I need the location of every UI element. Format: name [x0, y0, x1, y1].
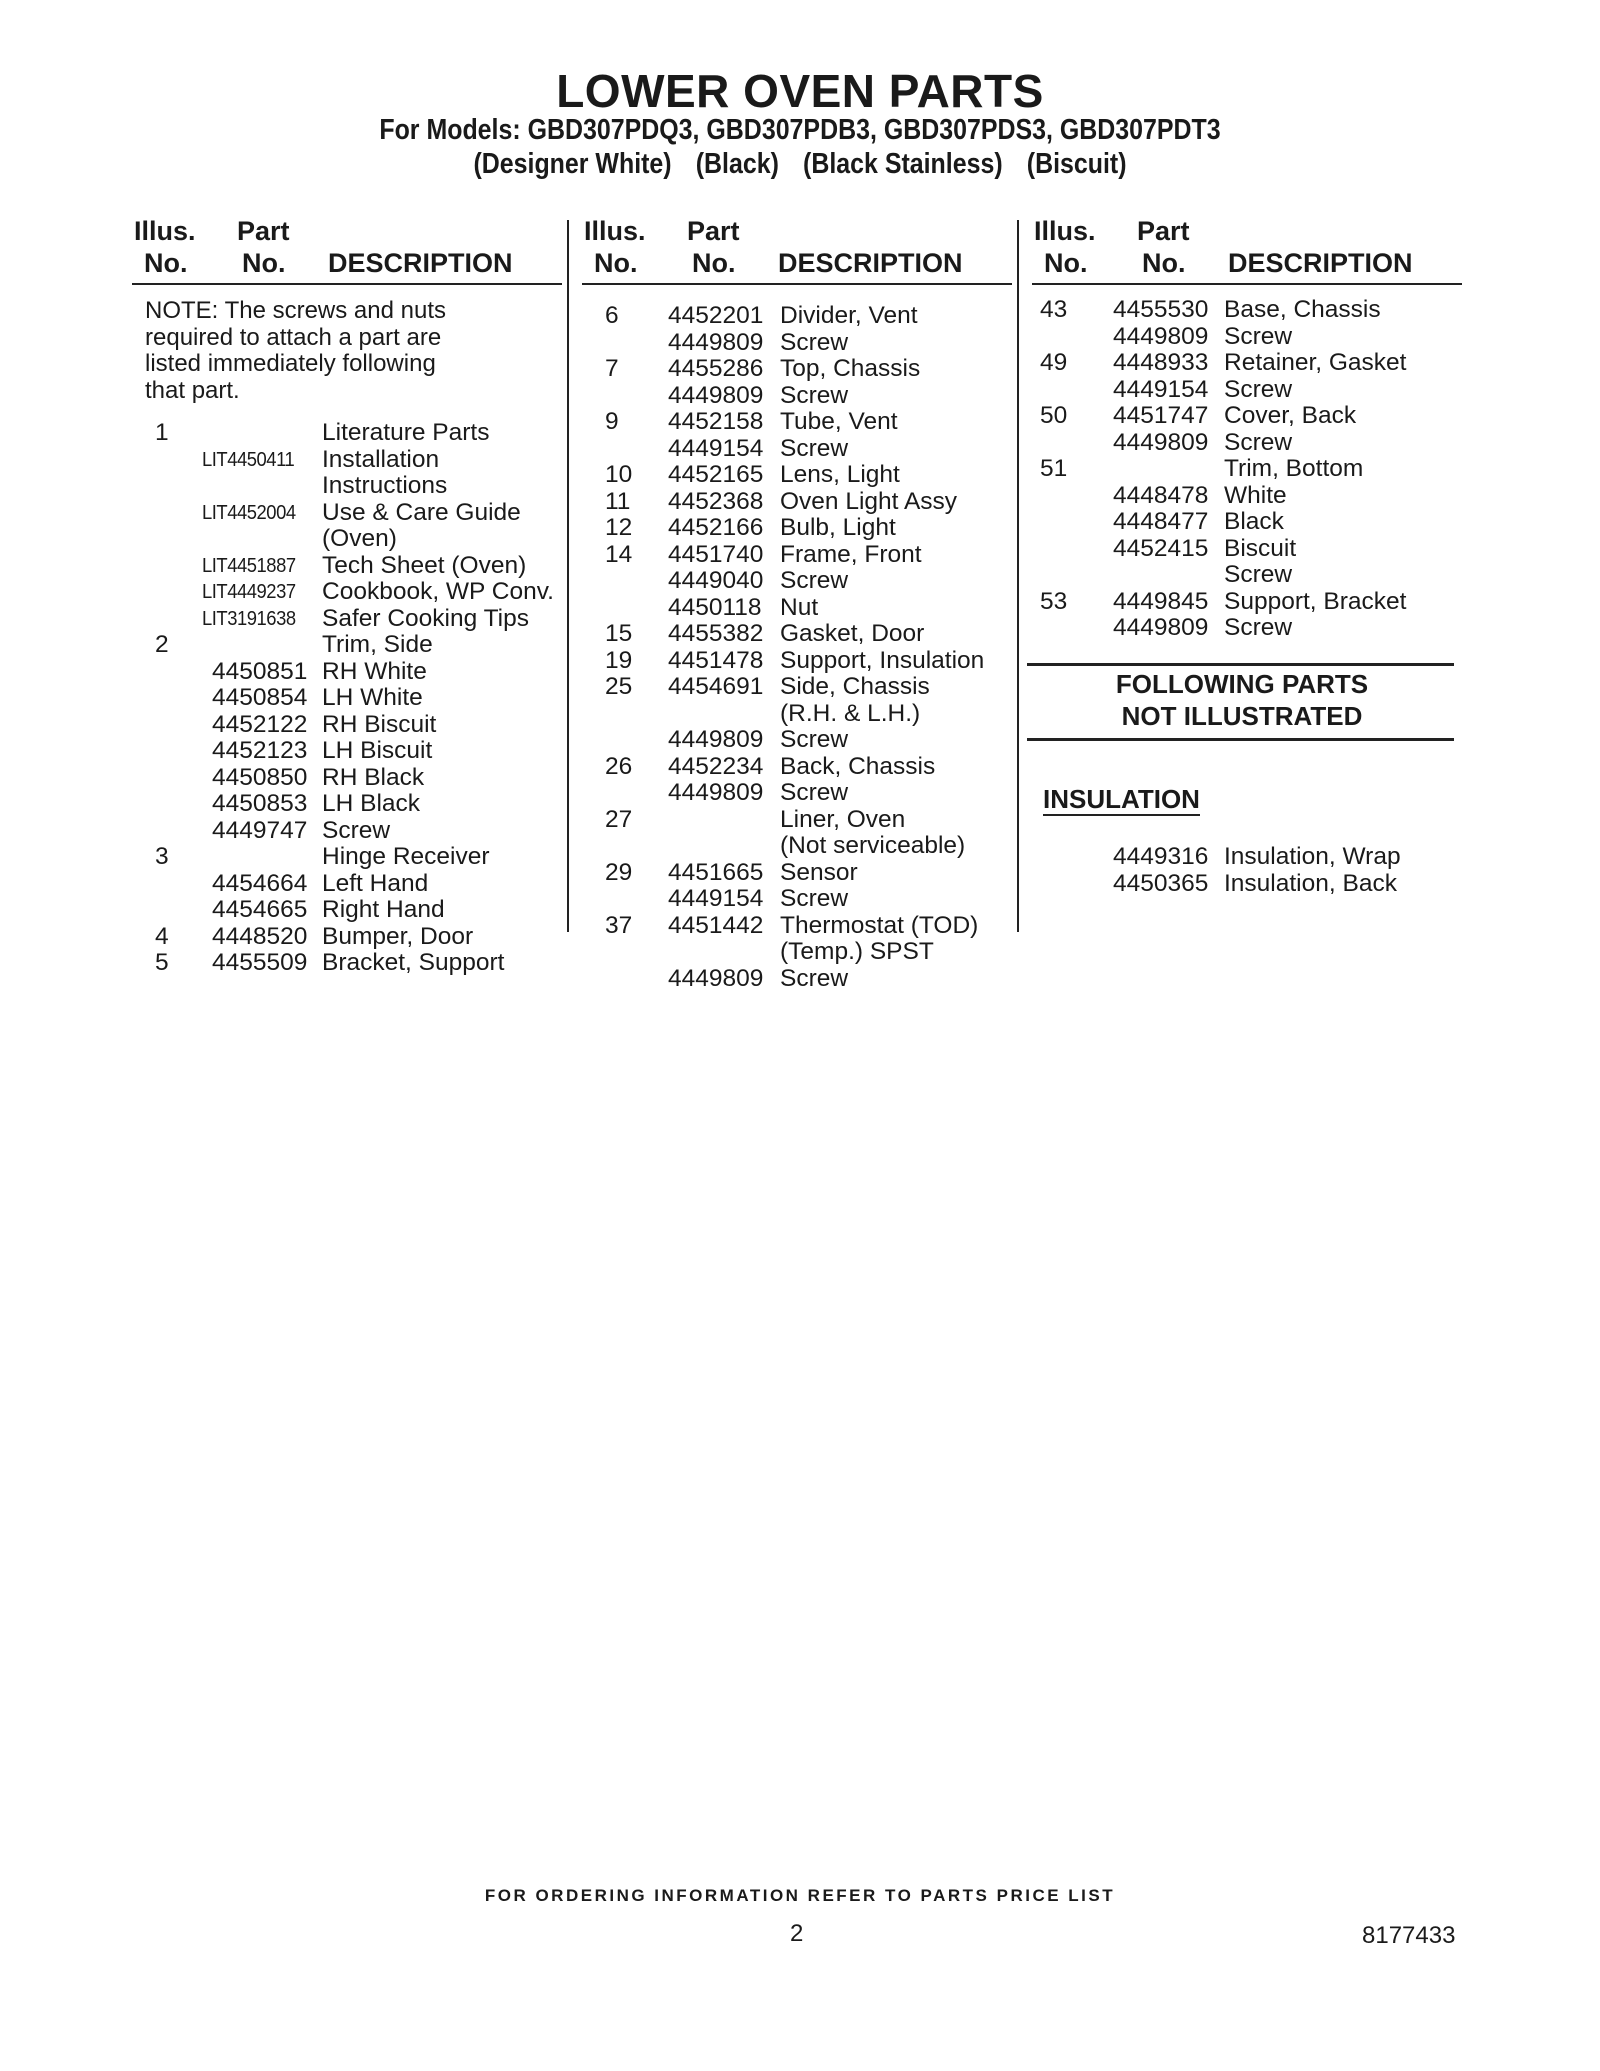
color-variants [112, 148, 1488, 181]
part-description: White [1224, 481, 1287, 509]
part-description: Divider, Vent [780, 302, 918, 329]
insulation-heading: INSULATION [1043, 784, 1200, 814]
part-number: LIT4450411 [202, 448, 295, 471]
part-description: Back, Chassis [780, 752, 936, 780]
part-number: 4452166 [668, 514, 764, 541]
part-number: 4451665 [668, 858, 764, 886]
page-number: 2 [790, 1920, 804, 1947]
part-number: 4452368 [668, 487, 764, 515]
part-label: Part [237, 216, 290, 246]
part-number: 4449809 [668, 726, 764, 753]
illus-number: 1 [155, 419, 169, 446]
part-description: Sensor [780, 858, 858, 886]
part-description: Screw [780, 726, 849, 753]
illus-no-label: No. [1044, 248, 1088, 278]
part-description: Retainer, Gasket [1224, 349, 1407, 376]
part-description: Literature Parts [322, 419, 490, 446]
illus-label: Illus. [584, 216, 646, 246]
part-description: RH White [322, 657, 427, 685]
part-no-label: No. [1142, 248, 1186, 278]
part-description: Screw [1224, 561, 1293, 588]
part-description: Gasket, Door [780, 620, 925, 647]
column-header [582, 215, 1012, 285]
part-description: RH Biscuit [322, 710, 437, 738]
part-number: LIT3191638 [202, 607, 296, 630]
part-number: 4450853 [212, 790, 308, 817]
part-number: 4454664 [212, 869, 308, 897]
part-description: Hinge Receiver [322, 843, 490, 870]
part-description: Bumper, Door [322, 922, 474, 950]
part-description: Trim, Side [322, 631, 433, 658]
part-number: 4450118 [668, 593, 762, 621]
part-label: Part [1137, 216, 1190, 246]
part-number: 4449845 [1113, 587, 1209, 615]
part-description: Screw [1224, 322, 1293, 350]
part-number: 4452123 [212, 737, 308, 764]
description-label: DESCRIPTION [328, 248, 513, 278]
part-description: Liner, Oven [780, 805, 906, 833]
page-title: LOWER OVEN PARTS [556, 65, 1044, 117]
part-description: Instructions [322, 472, 448, 499]
illus-label: Illus. [1034, 216, 1096, 246]
description-label: DESCRIPTION [778, 248, 963, 278]
part-number: 4448520 [212, 922, 308, 950]
column-divider [1017, 220, 1019, 932]
part-description: Bracket, Support [322, 949, 505, 976]
illus-number: 5 [155, 949, 169, 976]
part-number: 4449154 [668, 434, 764, 462]
column-header [132, 215, 562, 285]
part-description: Screw [780, 885, 849, 912]
part-number: 4449809 [668, 779, 764, 806]
part-number: 4455509 [212, 949, 308, 976]
column-divider [567, 220, 569, 932]
part-number: 4451442 [668, 911, 764, 939]
part-description: Side, Chassis [780, 673, 930, 700]
part-description: Screw [780, 328, 849, 356]
part-number: 4449747 [212, 816, 308, 844]
part-description: Screw [780, 434, 849, 462]
illus-number: 14 [605, 540, 633, 568]
color-variant: (Black) [695, 148, 779, 180]
illus-number: 6 [605, 302, 619, 329]
illus-number: 29 [605, 858, 633, 886]
color-variant: (Designer White) [473, 148, 672, 180]
part-number: 4452201 [668, 302, 764, 329]
part-no-label: No. [692, 248, 736, 278]
part-number: 4454665 [212, 896, 308, 923]
illus-number: 4 [155, 922, 169, 950]
part-number: 4452415 [1113, 534, 1209, 562]
document-number: 8177433 [1362, 1922, 1456, 1949]
part-description: (R.H. & L.H.) [780, 699, 921, 727]
part-description: Left Hand [322, 869, 429, 897]
part-description: Right Hand [322, 896, 445, 923]
part-description: Black [1224, 508, 1284, 535]
illus-number: 19 [605, 646, 633, 674]
part-description: Screw [322, 816, 391, 844]
illus-number: 50 [1040, 402, 1068, 429]
part-description: LH Black [322, 790, 421, 817]
illus-number: 9 [605, 408, 619, 435]
part-no-label: No. [242, 248, 286, 278]
part-description: Lens, Light [780, 461, 900, 488]
part-description: Base, Chassis [1224, 296, 1381, 323]
part-number: 4449809 [1113, 614, 1209, 641]
part-description: Thermostat (TOD) [780, 911, 979, 939]
part-description: Tech Sheet (Oven) [322, 551, 527, 579]
part-number: 4449809 [668, 381, 764, 409]
part-description: (Oven) [322, 525, 397, 552]
part-number: 4450850 [212, 763, 308, 791]
part-description: Screw [780, 964, 849, 992]
part-description: Tube, Vent [780, 408, 898, 435]
part-description: Insulation, Wrap [1224, 843, 1401, 870]
part-number: 4450851 [212, 657, 308, 685]
part-number: 4455530 [1113, 296, 1209, 323]
illus-number: 43 [1040, 296, 1068, 323]
part-description: RH Black [322, 763, 425, 791]
illus-no-label: No. [144, 248, 188, 278]
part-description: Frame, Front [780, 540, 922, 568]
color-variant: (Black Stainless) [803, 148, 1003, 180]
illus-number: 25 [605, 673, 633, 700]
part-description: Insulation, Back [1224, 869, 1397, 897]
screw-note: NOTE: The screws and nuts required to attach a part are listed immediately following that part. [145, 297, 447, 404]
illus-label: Illus. [134, 216, 196, 246]
part-number: 4452158 [668, 408, 764, 435]
not-illustrated-heading [1032, 668, 1452, 732]
part-description: Installation [322, 445, 440, 473]
color-variant: (Biscuit) [1026, 148, 1127, 180]
part-number: 4455286 [668, 355, 764, 382]
part-description: (Not serviceable) [780, 832, 966, 859]
part-number: 4450854 [212, 684, 308, 711]
illus-number: 49 [1040, 349, 1068, 376]
part-number: 4455382 [668, 620, 764, 647]
model-list: For Models: GBD307PDQ3, GBD307PDB3, GBD307PDS3, GBD307PDT3 [379, 114, 1221, 146]
illus-number: 37 [605, 911, 633, 939]
illus-number: 53 [1040, 587, 1068, 615]
part-description: Top, Chassis [780, 355, 921, 382]
part-number: 4452165 [668, 461, 764, 488]
part-description: Screw [780, 381, 849, 409]
column-header [1032, 215, 1462, 285]
part-number: 4448933 [1113, 349, 1209, 376]
not-illustrated-line: NOT ILLUSTRATED [1121, 701, 1363, 731]
illus-number: 12 [605, 514, 633, 541]
part-number: 4449809 [1113, 322, 1209, 350]
part-description: Trim, Bottom [1224, 455, 1364, 482]
part-number: 4450365 [1113, 869, 1209, 897]
part-description: Screw [1224, 614, 1293, 641]
illus-number: 26 [605, 752, 633, 780]
part-description: Screw [1224, 375, 1293, 403]
part-description: Oven Light Assy [780, 487, 958, 515]
part-number: LIT4452004 [202, 501, 296, 524]
description-label: DESCRIPTION [1228, 248, 1413, 278]
illus-number: 3 [155, 843, 169, 870]
part-description: Bulb, Light [780, 514, 896, 541]
illus-number: 51 [1040, 455, 1068, 482]
part-number: 4448478 [1113, 481, 1209, 509]
part-description: Cover, Back [1224, 402, 1357, 429]
part-number: 4451747 [1113, 402, 1209, 429]
part-number: 4449809 [1113, 428, 1209, 456]
part-number: 4451478 [668, 646, 764, 674]
part-description: Support, Insulation [780, 646, 985, 674]
part-number: 4449154 [668, 885, 764, 912]
illus-no-label: No. [594, 248, 638, 278]
part-description: (Temp.) SPST [780, 938, 934, 965]
illus-number: 27 [605, 805, 633, 833]
part-description: Nut [780, 593, 819, 621]
part-number: 4452122 [212, 710, 308, 738]
ordering-info: FOR ORDERING INFORMATION REFER TO PARTS PRICE LIST [484, 1886, 1116, 1905]
part-number: 4449316 [1113, 843, 1209, 870]
part-number: LIT4449237 [202, 581, 296, 603]
part-description: Screw [780, 567, 849, 594]
part-number: 4449809 [668, 964, 764, 992]
part-description: LH Biscuit [322, 737, 433, 764]
part-number: 4452234 [668, 752, 764, 780]
part-number: 4449809 [668, 328, 764, 356]
part-description: LH White [322, 684, 423, 711]
part-description: Biscuit [1224, 534, 1297, 562]
divider [1027, 738, 1454, 741]
part-description: Screw [1224, 428, 1293, 456]
part-description: Safer Cooking Tips [322, 604, 529, 632]
part-number: 4448477 [1113, 508, 1209, 535]
illus-number: 7 [605, 355, 619, 382]
part-number: 4451740 [668, 540, 764, 568]
illus-number: 15 [605, 620, 633, 647]
part-description: Cookbook, WP Conv. [322, 578, 554, 605]
illus-number: 2 [155, 631, 169, 658]
part-number: 4449154 [1113, 375, 1209, 403]
part-number: 4454691 [668, 673, 764, 700]
part-description: Screw [780, 779, 849, 806]
illus-number: 11 [605, 487, 631, 515]
illus-number: 10 [605, 461, 633, 488]
part-description: Support, Bracket [1224, 587, 1407, 615]
part-description: Use & Care Guide [322, 498, 521, 526]
divider [1027, 663, 1454, 666]
part-number: LIT4451887 [202, 554, 296, 577]
part-label: Part [687, 216, 740, 246]
not-illustrated-line: FOLLOWING PARTS [1115, 669, 1369, 699]
part-number: 4449040 [668, 567, 764, 594]
